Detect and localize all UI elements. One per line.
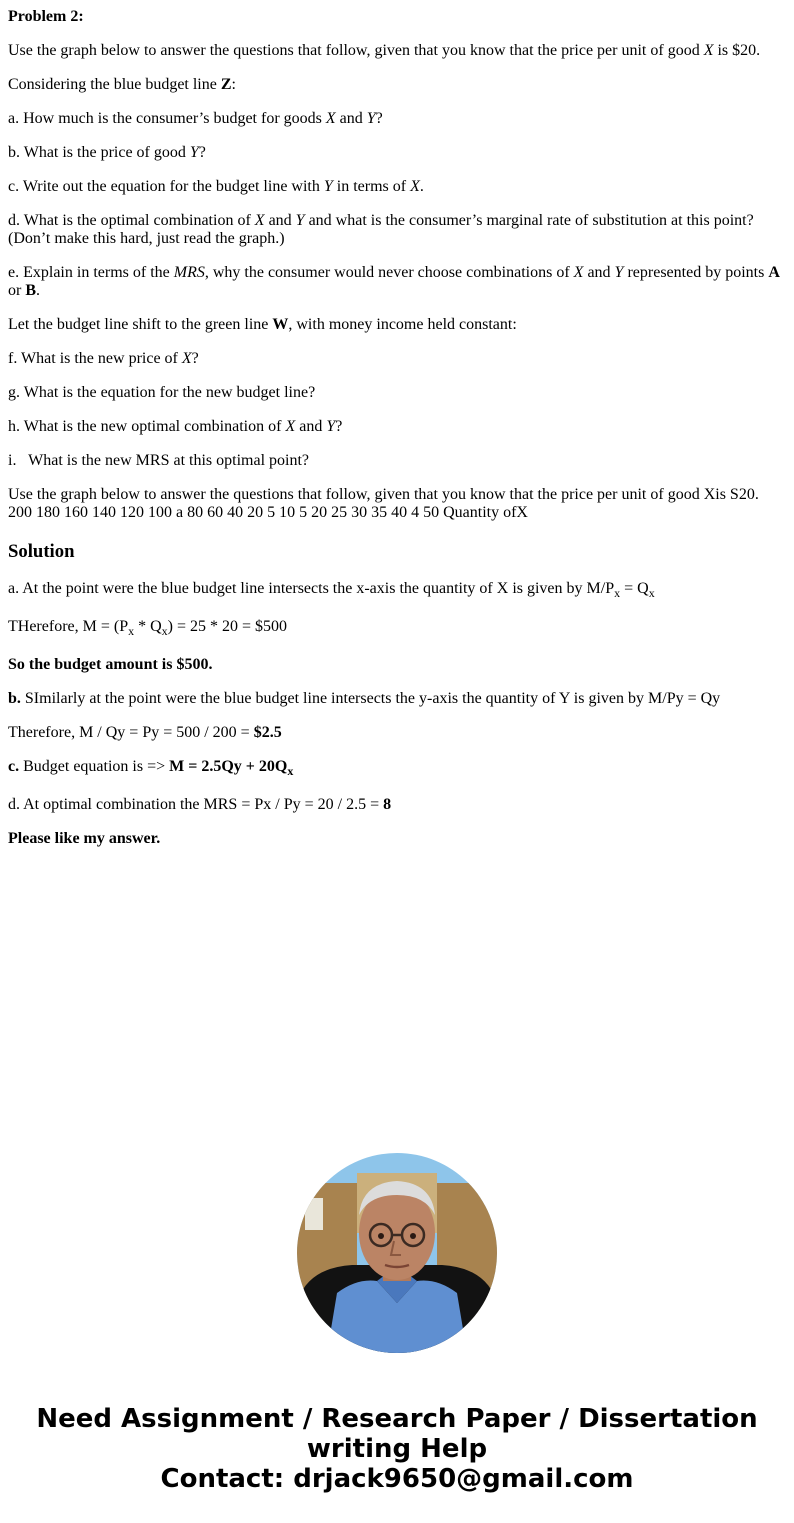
answer-a-line1: a. At the point were the blue budget line intersects the x-axis the quantity of X is given by $M/P_x = Q_x$ [8,580,655,600]
solution-heading: Solution [8,541,75,562]
question-a: a. How much is the consumer’s budget for goods X and Y? [8,110,383,127]
question-i: i. What is the new MRS at this optimal point? [8,452,310,469]
answer-a-line2: THerefore, $M = (P_x * Q_x) = 25 * 20$ = $500 [8,618,288,638]
contact-footer [0,1404,794,1494]
shift-paragraph: Let the budget line shift to the green line W, with money income held constant: [8,316,517,333]
question-e: e. Explain in terms of the MRS, why the consumer would never choose combinations of X and Y represented by points A or B. [8,264,780,299]
tutor-avatar [297,1153,497,1353]
answer-b-line1: b. SImilarly at the point were the blue budget line intersects the y-axis the quantity of Y is given by M/Py = Qy [8,690,721,707]
question-c: c. Write out the equation for the budget line with Y in terms of X. [8,178,424,195]
footer-line-1: Need Assignment / Research Paper / Dissertation [36,1404,758,1434]
answer-b-line2: Therefore, M / Qy = Py = 500 / 200 = $2.5 [8,724,282,741]
intro-paragraph: Use the graph below to answer the questions that follow, given that you know that the price per unit of good X is $20. [8,42,761,59]
problem-heading: Problem 2: [8,8,84,25]
question-g: g. What is the equation for the new budget line? [8,384,316,401]
question-f: f. What is the new price of X? [8,350,199,367]
answer-a-line3: So the budget amount is $500. [8,656,213,673]
document-body [8,0,786,848]
answer-c: c. Budget equation is => $M = 2.5Qy + 20Q_x$ [8,758,294,778]
graph-text-paragraph: Use the graph below to answer the questions that follow, given that you know that the price per unit of good Xis S20. 200 180 160 140 120 100 a 80 60 40 20 5 10 5 20 25 30 35 40 4 50 Quantity ofX [8,486,759,521]
question-d: d. What is the optimal combination of X and Y and what is the consumer’s marginal rate of substitution at this point? (Don’t make this hard, just read the graph.) [8,212,754,247]
tutor-photo [297,1153,497,1353]
like-request: Please like my answer. [8,830,161,847]
question-b: b. What is the price of good Y? [8,144,206,161]
considering-paragraph: Considering the blue budget line Z: [8,76,236,93]
footer-contact-email[interactable]: Contact: drjack9650@gmail.com [160,1464,634,1494]
answer-d: d. At optimal combination the MRS = Px / Py = 20 / 2.5 = 8 [8,796,392,813]
footer-line-2: writing Help [306,1434,488,1464]
question-h: h. What is the new optimal combination of X and Y? [8,418,343,435]
